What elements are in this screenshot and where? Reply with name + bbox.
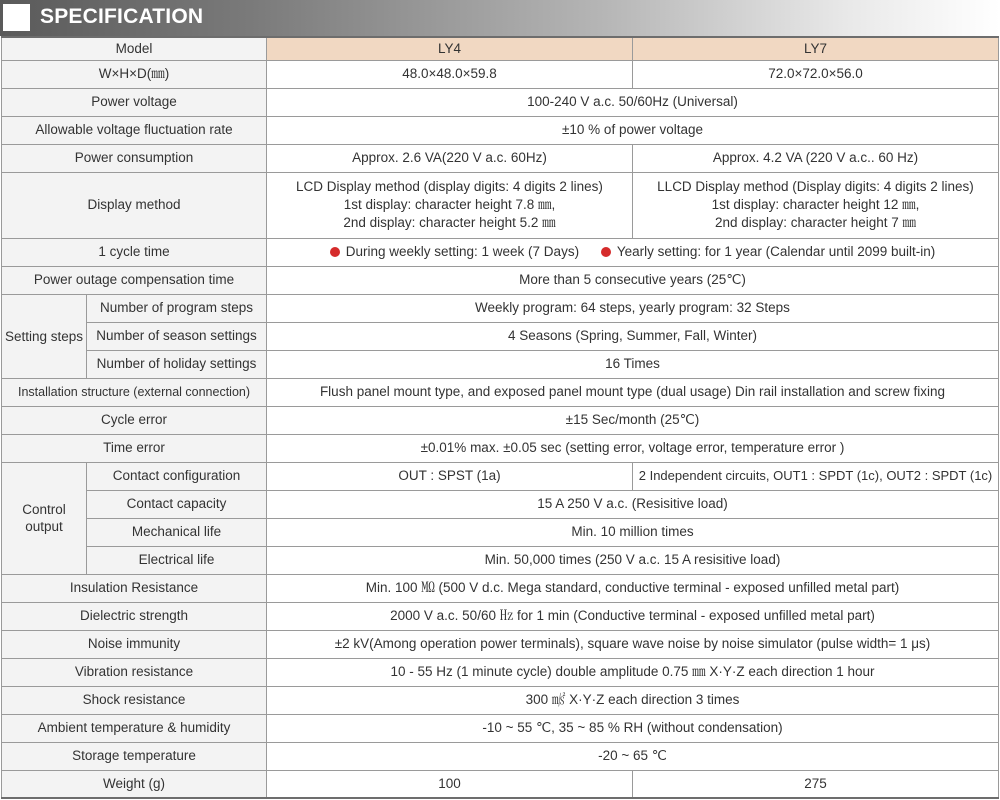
- cell-value: Flush panel mount type, and exposed panel mount type (dual usage) Din rail installation and screw fixing: [267, 378, 999, 406]
- page-title: SPECIFICATION: [40, 5, 204, 28]
- row-label: Model: [2, 37, 267, 60]
- row-program-steps: [2, 294, 999, 322]
- row-storage-temperature: [2, 742, 999, 770]
- cell-value: 16 Times: [267, 350, 999, 378]
- row-vibration-resistance: [2, 658, 999, 686]
- row-holiday-settings: [2, 350, 999, 378]
- row-label: Noise immunity: [2, 630, 267, 658]
- display-line: LLCD Display method (Display digits: 4 digits 2 lines): [657, 179, 974, 194]
- row-label: Power consumption: [2, 144, 267, 172]
- row-label: Number of season settings: [87, 322, 267, 350]
- row-label: Number of program steps: [87, 294, 267, 322]
- row-power-consumption: [2, 144, 999, 172]
- row-cycle-time: [2, 238, 999, 266]
- row-contact-configuration: [2, 462, 999, 490]
- cell-ly7: Approx. 4.2 VA (220 V a.c.. 60 Hz): [633, 144, 999, 172]
- row-label: Contact configuration: [87, 462, 267, 490]
- specification-table: [1, 36, 999, 799]
- row-display-method: [2, 172, 999, 238]
- cell-ly7: 72.0×72.0×56.0: [633, 60, 999, 88]
- cell-value: [267, 238, 999, 266]
- cell-value: ±10 % of power voltage: [267, 116, 999, 144]
- row-insulation-resistance: [2, 574, 999, 602]
- cell-value: Min. 10 million times: [267, 518, 999, 546]
- row-label: Vibration resistance: [2, 658, 267, 686]
- row-label: W×H×D(㎜): [2, 60, 267, 88]
- cell-value: 2000 V a.c. 50/60 ㎐ for 1 min (Conductive terminal - exposed unfilled metal part): [267, 602, 999, 630]
- cell-value: Weekly program: 64 steps, yearly program: 32 Steps: [267, 294, 999, 322]
- group-label-line: output: [25, 519, 63, 534]
- row-weight: [2, 770, 999, 798]
- row-cycle-error: [2, 406, 999, 434]
- row-shock-resistance: [2, 686, 999, 714]
- row-label: 1 cycle time: [2, 238, 267, 266]
- cell-ly4: [267, 172, 633, 238]
- cell-value: 100-240 V a.c. 50/60Hz (Universal): [267, 88, 999, 116]
- cell-value: -10 ~ 55 ℃, 35 ~ 85 % RH (without condensation): [267, 714, 999, 742]
- row-label: Installation structure (external connection): [2, 378, 267, 406]
- cell-value: 10 - 55 Hz (1 minute cycle) double amplitude 0.75 ㎜ X·Y·Z each direction 1 hour: [267, 658, 999, 686]
- row-mechanical-life: [2, 518, 999, 546]
- cell-ly4: 48.0×48.0×59.8: [267, 60, 633, 88]
- cell-value: ±0.01% max. ±0.05 sec (setting error, voltage error, temperature error ): [267, 434, 999, 462]
- bullet-icon: [601, 247, 611, 257]
- row-dielectric-strength: [2, 602, 999, 630]
- cell-ly7: 2 Independent circuits, OUT1 : SPDT (1c), OUT2 : SPDT (1c): [633, 462, 999, 490]
- row-label: Number of holiday settings: [87, 350, 267, 378]
- cell-value: 15 A 250 V a.c. (Resisitive load): [267, 490, 999, 518]
- cell-ly7: 275: [633, 770, 999, 798]
- row-label: Shock resistance: [2, 686, 267, 714]
- row-label: Power outage compensation time: [2, 266, 267, 294]
- row-dimensions: [2, 60, 999, 88]
- cell-ly4: Approx. 2.6 VA(220 V a.c. 60Hz): [267, 144, 633, 172]
- row-voltage-fluctuation: [2, 116, 999, 144]
- spec-banner: [0, 0, 1000, 36]
- display-line: LCD Display method (display digits: 4 digits 2 lines): [296, 179, 603, 194]
- cell-value: Min. 100 ㏁ (500 V d.c. Mega standard, conductive terminal - exposed unfilled metal part): [267, 574, 999, 602]
- cell-value: 4 Seasons (Spring, Summer, Fall, Winter): [267, 322, 999, 350]
- row-ambient-temperature: [2, 714, 999, 742]
- row-label: Power voltage: [2, 88, 267, 116]
- cell-value: ±15 Sec/month (25℃): [267, 406, 999, 434]
- row-label: Dielectric strength: [2, 602, 267, 630]
- row-installation: [2, 378, 999, 406]
- row-noise-immunity: [2, 630, 999, 658]
- cell-value: More than 5 consecutive years (25℃): [267, 266, 999, 294]
- model-ly7-header: LY7: [633, 37, 999, 60]
- group-label-setting-steps: Setting steps: [2, 294, 87, 378]
- row-power-voltage: [2, 88, 999, 116]
- cell-value: ±2 kV(Among operation power terminals), square wave noise by noise simulator (pulse width= 1 μs): [267, 630, 999, 658]
- display-line: 1st display: character height 12 ㎜,: [711, 197, 920, 212]
- row-label: Allowable voltage fluctuation rate: [2, 116, 267, 144]
- row-label: Mechanical life: [87, 518, 267, 546]
- bullet-icon: [330, 247, 340, 257]
- row-label: Ambient temperature & humidity: [2, 714, 267, 742]
- cell-ly4: 100: [267, 770, 633, 798]
- row-outage-compensation: [2, 266, 999, 294]
- row-label: Weight (g): [2, 770, 267, 798]
- row-time-error: [2, 434, 999, 462]
- cell-ly7: [633, 172, 999, 238]
- row-label: Time error: [2, 434, 267, 462]
- cycle-weekly-text: During weekly setting: 1 week (7 Days): [345, 244, 580, 259]
- model-ly4-header: LY4: [267, 37, 633, 60]
- row-model: [2, 37, 999, 60]
- cell-value: 300 ㎨ X·Y·Z each direction 3 times: [267, 686, 999, 714]
- row-label: Display method: [2, 172, 267, 238]
- row-contact-capacity: [2, 490, 999, 518]
- display-line: 1st display: character height 7.8 ㎜,: [343, 197, 556, 212]
- group-label-line: Control: [22, 502, 66, 517]
- cell-value: Min. 50,000 times (250 V a.c. 15 A resisitive load): [267, 546, 999, 574]
- row-label: Insulation Resistance: [2, 574, 267, 602]
- display-line: 2nd display: character height 5.2 ㎜: [343, 215, 556, 230]
- cycle-yearly-text: Yearly setting: for 1 year (Calendar until 2099 built-in): [616, 244, 936, 259]
- banner-square-decoration: [3, 4, 30, 31]
- display-line: 2nd display: character height 7 ㎜: [714, 215, 917, 230]
- row-label: Electrical life: [87, 546, 267, 574]
- cell-ly4: OUT : SPST (1a): [267, 462, 633, 490]
- cell-value: -20 ~ 65 ℃: [267, 742, 999, 770]
- row-label: Cycle error: [2, 406, 267, 434]
- row-season-settings: [2, 322, 999, 350]
- group-label-control-output: [2, 462, 87, 574]
- row-label: Contact capacity: [87, 490, 267, 518]
- row-electrical-life: [2, 546, 999, 574]
- row-label: Storage temperature: [2, 742, 267, 770]
